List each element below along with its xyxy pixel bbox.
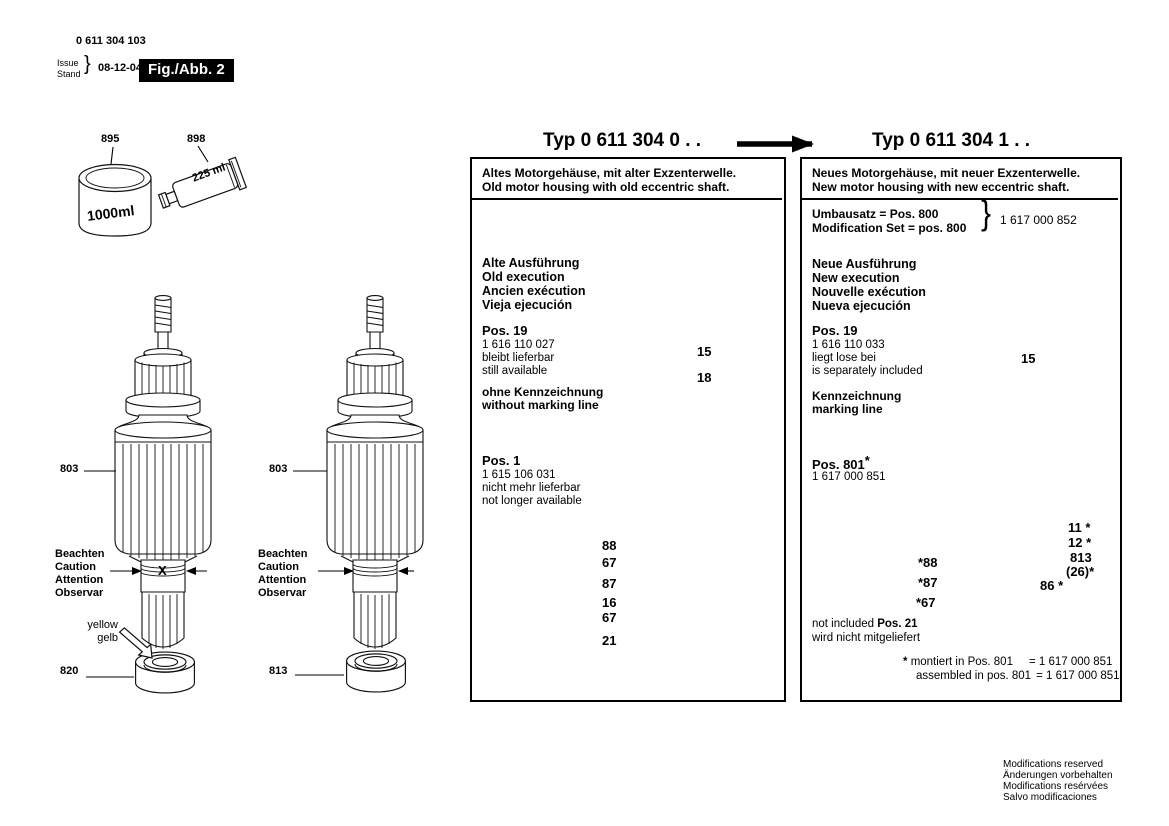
new-execution-line2: New execution: [812, 271, 900, 285]
caution-left-line3: Attention: [55, 574, 104, 586]
armature-illustration-right: [327, 296, 423, 649]
old-pos19-note-en: still available: [482, 365, 548, 377]
callout-18-old: 18: [697, 370, 712, 385]
old-execution-line3: Ancien exécution: [482, 284, 586, 298]
not-included-en: not included: [812, 618, 875, 630]
callout-895: 895: [101, 133, 120, 145]
pos801-star: *: [864, 453, 870, 468]
old-execution-line2: Old execution: [482, 270, 565, 284]
set-code: 1 617 000 852: [1000, 213, 1077, 227]
callout-803-left: 803: [60, 463, 79, 475]
legal-line1: Modifications reserved: [1003, 759, 1104, 770]
footnote-line1: [903, 656, 1112, 668]
callout-86-new: 86 *: [1040, 578, 1064, 593]
callout-67a-old: 67: [602, 555, 617, 570]
footnote2-value: = 1 617 000 851: [1036, 670, 1120, 682]
new-pos19-label: Pos. 19: [812, 323, 858, 338]
pos801-text: Pos. 801: [812, 457, 865, 472]
old-pos19-label: Pos. 19: [482, 323, 528, 338]
callout-15-old: 15: [697, 344, 712, 359]
callout-12-new: 12 *: [1068, 535, 1092, 550]
callout-15-new: 15: [1021, 351, 1036, 366]
new-marking-en: marking line: [812, 402, 883, 416]
callout-813-new: 813: [1070, 550, 1092, 565]
figure-label: Fig./Abb. 2: [139, 59, 234, 82]
caution-right-line3: Attention: [258, 574, 307, 586]
footnote-star: *: [903, 656, 908, 668]
old-marking-de: ohne Kennzeichnung: [482, 385, 604, 399]
new-pos19-code: 1 616 110 033: [812, 339, 885, 351]
color-note-en: yellow: [87, 619, 118, 631]
not-included-line2: wird nicht mitgeliefert: [812, 632, 921, 644]
callout-11-new: 11 *: [1068, 520, 1091, 535]
callout-16-old: 16: [602, 595, 617, 610]
issue-brace: }: [84, 53, 91, 75]
new-execution-line3: Nouvelle exécution: [812, 285, 926, 299]
old-pos19-note-de: bleibt lieferbar: [482, 352, 555, 364]
callout-813: 813: [269, 665, 288, 677]
set-brace: }: [981, 194, 992, 233]
jar-illustration: [79, 165, 151, 237]
callout-26-new: (26)*: [1066, 564, 1095, 579]
new-typ-header: Typ 0 611 304 1 . .: [872, 130, 1031, 151]
old-type-panel: [470, 157, 786, 702]
callout-88-old: 88: [602, 538, 617, 553]
new-panel-divider: [802, 198, 1118, 200]
old-title-de: Altes Motorgehäuse, mit alter Exzenterwelle.: [482, 166, 737, 180]
new-title-de: Neues Motorgehäuse, mit neuer Exzenterwelle.: [812, 166, 1081, 180]
footnote1-value: = 1 617 000 851: [1028, 656, 1113, 668]
old-pos1-note-en: not longer available: [482, 495, 582, 507]
new-pos801-label: [812, 454, 870, 472]
callout-87-old: 87: [602, 576, 617, 591]
old-execution-line1: Alte Ausführung: [482, 256, 580, 270]
legal-line2: Änderungen vorbehalten: [1003, 770, 1113, 781]
caution-left-line4: Observar: [55, 587, 104, 599]
shaft-x-mark: X: [158, 563, 167, 578]
old-marking-en: without marking line: [482, 398, 599, 412]
new-pos801-code: 1 617 000 851: [812, 471, 886, 483]
issue-date: 08-12-04: [98, 62, 143, 74]
old-typ-header: Typ 0 611 304 0 . .: [543, 130, 702, 151]
old-pos1-code: 1 615 106 031: [482, 469, 556, 481]
set-label-de: Umbausatz = Pos. 800: [812, 207, 939, 221]
new-execution-line4: Nueva ejecución: [812, 299, 911, 313]
callout-803-right: 803: [269, 463, 288, 475]
callout-820: 820: [60, 665, 79, 677]
bearing-820-illustration: [136, 652, 195, 693]
new-marking-de: Kennzeichnung: [812, 389, 902, 403]
not-included-line1: [812, 618, 918, 630]
footnote2-text: assembled in pos. 801: [916, 670, 1032, 682]
caution-right-line4: Observar: [258, 587, 307, 599]
old-title-en: Old motor housing with old eccentric shaft.: [482, 180, 730, 194]
caution-right-line2: Caution: [258, 561, 299, 573]
old-pos1-label: Pos. 1: [482, 453, 521, 468]
not-included-pos: Pos. 21: [877, 618, 918, 630]
callout-88-new: *88: [918, 555, 938, 570]
old-pos19-code: 1 616 110 027: [482, 339, 555, 351]
callout-898: 898: [187, 133, 206, 145]
issue-label: Issue: [57, 58, 79, 68]
new-pos19-note-en: is separately included: [812, 365, 923, 377]
caution-left-line2: Caution: [55, 561, 96, 573]
jar-volume-label: 1000ml: [86, 202, 136, 224]
callout-87-new: *87: [918, 575, 938, 590]
tube-illustration: [155, 157, 246, 216]
tube-volume-label: 225 ml: [190, 161, 228, 185]
callout-67-new: *67: [916, 595, 936, 610]
document-number: 0 611 304 103: [76, 35, 146, 47]
caution-right-line1: Beachten: [258, 548, 308, 560]
old-execution-line4: Vieja ejecución: [482, 298, 573, 312]
callout-21-old: 21: [602, 633, 617, 648]
old-panel-divider: [472, 198, 782, 200]
legal-line3: Modifications resérvées: [1003, 781, 1109, 792]
footnote-line2: [916, 670, 1120, 682]
stand-label: Stand: [57, 69, 81, 79]
color-note-de: gelb: [97, 632, 118, 644]
bearing-813-illustration: [347, 651, 406, 692]
set-label-en: Modification Set = pos. 800: [812, 221, 967, 235]
new-execution-line1: Neue Ausführung: [812, 257, 917, 271]
callout-67b-old: 67: [602, 610, 617, 625]
footnote1-text: montiert in Pos. 801: [910, 656, 1013, 668]
caution-left-line1: Beachten: [55, 548, 105, 560]
legal-line4: Salvo modificaciones: [1003, 792, 1097, 803]
armature-illustration-left: [115, 296, 211, 649]
new-pos19-note-de: liegt lose bei: [812, 352, 876, 364]
new-title-en: New motor housing with new eccentric shaft.: [812, 180, 1070, 194]
old-pos1-note-de: nicht mehr lieferbar: [482, 482, 581, 494]
